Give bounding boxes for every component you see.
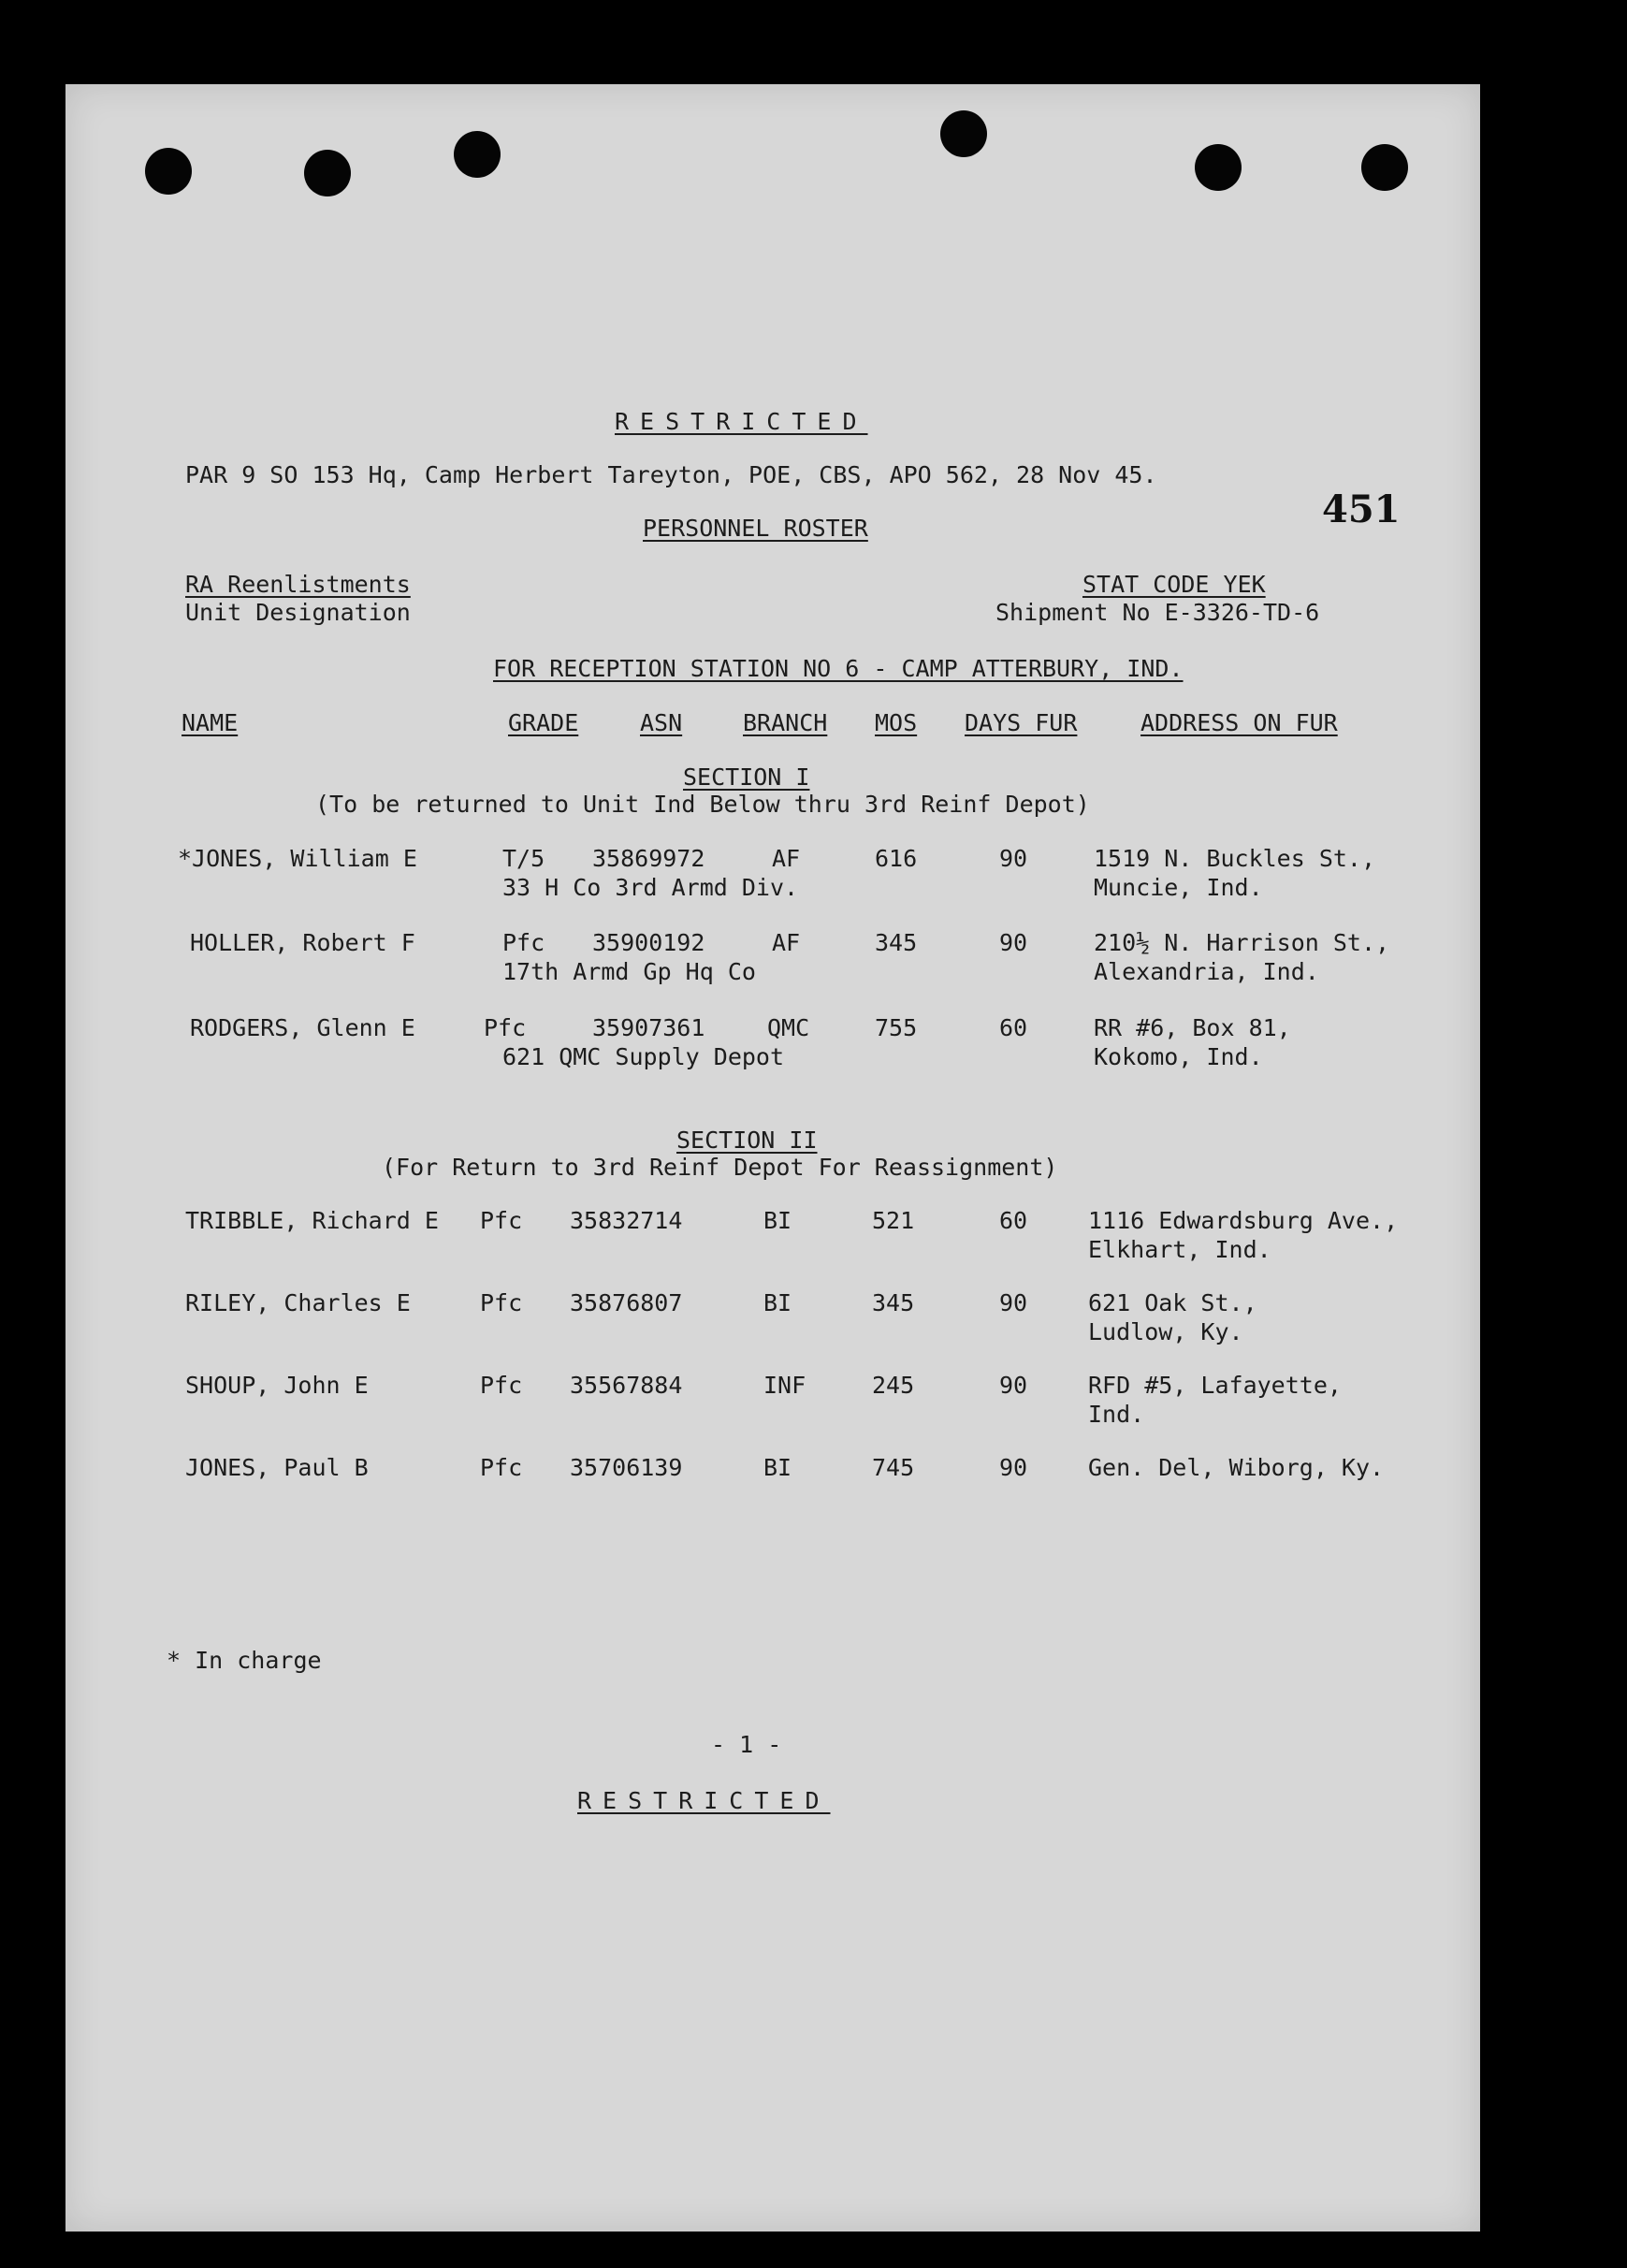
row-asn: 35876807 xyxy=(570,1289,683,1316)
row-unit: 33 H Co 3rd Armd Div. xyxy=(502,874,799,901)
row-grade: Pfc xyxy=(484,1014,527,1041)
row-name: TRIBBLE, Richard E xyxy=(185,1207,439,1234)
row-days: 90 xyxy=(999,845,1028,872)
row-branch: AF xyxy=(772,929,801,956)
row-address-2: Ind. xyxy=(1088,1401,1145,1428)
column-header-branch: BRANCH xyxy=(743,709,828,736)
row-mos: 521 xyxy=(872,1207,915,1234)
section-2-subtitle: (For Return to 3rd Reinf Depot For Reassignment) xyxy=(382,1154,1058,1181)
column-header-address: ADDRESS ON FUR xyxy=(1140,709,1338,736)
document-page xyxy=(65,84,1480,2232)
row-address-2: Alexandria, Ind. xyxy=(1094,958,1319,985)
row-asn: 35567884 xyxy=(570,1372,683,1399)
row-address-1: RR #6, Box 81, xyxy=(1094,1014,1291,1041)
row-branch: BI xyxy=(763,1207,792,1234)
row-mos: 755 xyxy=(875,1014,918,1041)
stat-code: STAT CODE YEK xyxy=(1082,571,1266,598)
row-name: HOLLER, Robert F xyxy=(190,929,415,956)
punch-hole xyxy=(940,110,987,157)
punch-hole xyxy=(1361,144,1408,191)
stamp-number: 451 xyxy=(1322,487,1401,531)
section-1-title: SECTION I xyxy=(683,763,810,791)
row-name: *JONES, William E xyxy=(178,845,417,872)
row-name: SHOUP, John E xyxy=(185,1372,369,1399)
row-days: 60 xyxy=(999,1014,1028,1041)
row-unit: 621 QMC Supply Depot xyxy=(502,1043,785,1070)
row-mos: 245 xyxy=(872,1372,915,1399)
row-address-1: 1519 N. Buckles St., xyxy=(1094,845,1376,872)
unit-name: RA Reenlistments xyxy=(185,571,411,598)
punch-hole xyxy=(1195,144,1242,191)
destination-line: FOR RECEPTION STATION NO 6 - CAMP ATTERBURY, IND. xyxy=(493,655,1184,682)
row-grade: Pfc xyxy=(480,1289,523,1316)
row-grade: Pfc xyxy=(480,1372,523,1399)
page-number: - 1 - xyxy=(711,1731,782,1758)
column-header-days: DAYS FUR xyxy=(965,709,1078,736)
column-header-name: NAME xyxy=(182,709,239,736)
unit-designation-label: Unit Designation xyxy=(185,599,411,626)
row-days: 60 xyxy=(999,1207,1028,1234)
column-header-asn: ASN xyxy=(640,709,683,736)
row-address-1: 1116 Edwardsburg Ave., xyxy=(1088,1207,1399,1234)
row-mos: 616 xyxy=(875,845,918,872)
column-header-mos: MOS xyxy=(875,709,918,736)
section-1-subtitle: (To be returned to Unit Ind Below thru 3rd Reinf Depot) xyxy=(315,791,1090,818)
row-asn: 35706139 xyxy=(570,1454,683,1481)
row-days: 90 xyxy=(999,1289,1028,1316)
row-unit: 17th Armd Gp Hq Co xyxy=(502,958,756,985)
row-name: RODGERS, Glenn E xyxy=(190,1014,415,1041)
column-header-grade: GRADE xyxy=(508,709,579,736)
row-mos: 345 xyxy=(875,929,918,956)
order-line: PAR 9 SO 153 Hq, Camp Herbert Tareyton, POE, CBS, APO 562, 28 Nov 45. xyxy=(185,461,1157,488)
row-asn: 35869972 xyxy=(592,845,705,872)
row-address-2: Muncie, Ind. xyxy=(1094,874,1263,901)
row-days: 90 xyxy=(999,1454,1028,1481)
row-days: 90 xyxy=(999,929,1028,956)
row-asn: 35907361 xyxy=(592,1014,705,1041)
row-address-1: RFD #5, Lafayette, xyxy=(1088,1372,1342,1399)
classification-top: RESTRICTED xyxy=(615,408,868,435)
row-address-1: 621 Oak St., xyxy=(1088,1289,1257,1316)
row-days: 90 xyxy=(999,1372,1028,1399)
shipment-number: Shipment No E-3326-TD-6 xyxy=(995,599,1320,626)
punch-hole xyxy=(454,131,501,178)
row-address-1: 210½ N. Harrison St., xyxy=(1094,929,1390,956)
punch-hole xyxy=(145,148,192,195)
row-name: JONES, Paul B xyxy=(185,1454,369,1481)
row-grade: Pfc xyxy=(502,929,545,956)
classification-bottom: RESTRICTED xyxy=(577,1787,831,1814)
page-title: PERSONNEL ROSTER xyxy=(643,515,868,542)
row-name: RILEY, Charles E xyxy=(185,1289,411,1316)
row-branch: BI xyxy=(763,1454,792,1481)
row-asn: 35900192 xyxy=(592,929,705,956)
row-grade: T/5 xyxy=(502,845,545,872)
section-2-title: SECTION II xyxy=(676,1127,818,1154)
row-address-2: Ludlow, Ky. xyxy=(1088,1318,1243,1345)
row-address-2: Kokomo, Ind. xyxy=(1094,1043,1263,1070)
row-branch: QMC xyxy=(767,1014,810,1041)
row-grade: Pfc xyxy=(480,1454,523,1481)
row-branch: BI xyxy=(763,1289,792,1316)
row-address-1: Gen. Del, Wiborg, Ky. xyxy=(1088,1454,1385,1481)
row-mos: 345 xyxy=(872,1289,915,1316)
row-branch: AF xyxy=(772,845,801,872)
row-address-2: Elkhart, Ind. xyxy=(1088,1236,1271,1263)
row-mos: 745 xyxy=(872,1454,915,1481)
footnote: * In charge xyxy=(167,1647,322,1674)
row-grade: Pfc xyxy=(480,1207,523,1234)
punch-hole xyxy=(304,150,351,196)
row-asn: 35832714 xyxy=(570,1207,683,1234)
row-branch: INF xyxy=(763,1372,806,1399)
